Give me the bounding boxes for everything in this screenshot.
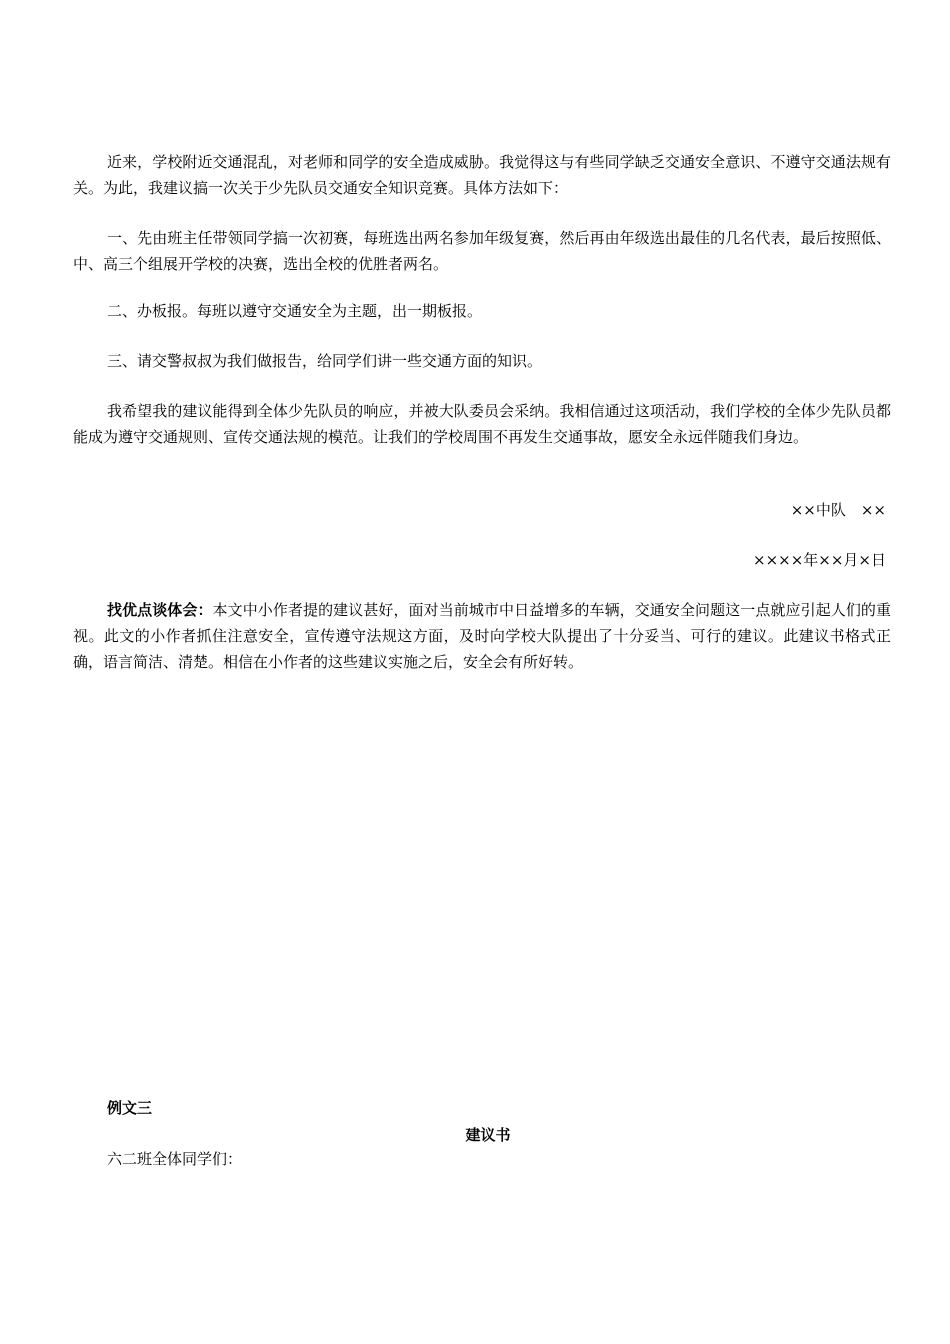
method-three-paragraph: 三、请交警叔叔为我们做报告，给同学们讲一些交通方面的知识。: [107, 352, 543, 370]
comment-text: 本文中小作者提的建议甚好，面对当前城市中日益增多的车辆，交通安全问题这一点就应引起人们的重视。此文的小作者抓住注意安全，宣传遵守法规这方面，及时向学校大队提出了十分妥当、可行的建议。此建议书格式正确，语言简洁、清楚。相信在小作者的这些建议实施之后，安全会有所好转。: [73, 601, 891, 671]
letter-title: 建议书: [465, 1126, 511, 1144]
example-heading: 例文三: [107, 1099, 153, 1117]
letter-salutation: 六二班全体同学们：: [107, 1150, 243, 1168]
method-two-paragraph: 二、办板报。每班以遵守交通安全为主题，出一期板报。: [107, 302, 483, 320]
method-one-paragraph: 一、先由班主任带领同学搞一次初赛，每班选出两名参加年级复赛，然后再由年级选出最佳的几名代表，最后按照低、中、高三个组展开学校的决赛，选出全校的优胜者两名。: [73, 229, 891, 273]
signature-date: ××××年××月×日: [753, 551, 886, 569]
comment-label: 找优点谈体会：: [107, 601, 213, 619]
signature-name: ××中队 ××: [790, 501, 886, 519]
comment-paragraph: [73, 597, 891, 675]
closing-paragraph: 我希望我的建议能得到全体少先队员的响应，并被大队委员会采纳。我相信通过这项活动，我们学校的全体少先队员都能成为遵守交通规则、宣传交通法规的模范。让我们的学校周围不再发生交通事故，愿安全永远伴随我们身边。: [73, 402, 891, 446]
intro-paragraph: 近来，学校附近交通混乱，对老师和同学的安全造成威胁。我觉得这与有些同学缺乏交通安全意识、不遵守交通法规有关。为此，我建议搞一次关于少先队员交通安全知识竞赛。具体方法如下：: [73, 153, 891, 197]
